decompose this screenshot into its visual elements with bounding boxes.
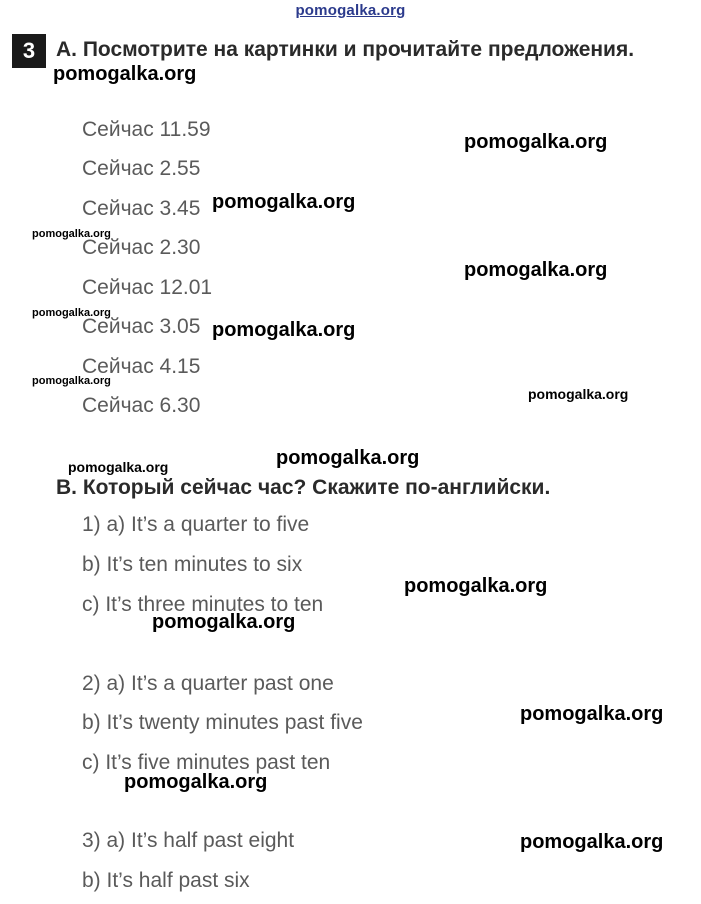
watermark: pomogalka.org (520, 703, 664, 725)
watermark: pomogalka.org (53, 63, 197, 85)
watermark: pomogalka.org (68, 459, 169, 475)
answer-line: c) It’s five minutes past ten (82, 751, 331, 774)
answer-line: 1) a) It’s a quarter to five (82, 513, 310, 536)
watermark: pomogalka.org (276, 447, 420, 469)
watermark: pomogalka.org (124, 771, 268, 793)
answer-line: b) It’s ten minutes to six (82, 553, 303, 576)
answer-line: b) It’s half past six (82, 869, 250, 892)
watermark: pomogalka.org (32, 307, 111, 319)
part-a-line: Сейчас 3.45 (82, 197, 201, 220)
answer-line: b) It’s twenty minutes past five (82, 711, 363, 734)
watermark: pomogalka.org (212, 319, 356, 341)
watermark: pomogalka.org (152, 611, 296, 633)
answer-line: 2) a) It’s a quarter past one (82, 672, 334, 695)
part-a-line: Сейчас 4.15 (82, 355, 201, 378)
exercise-number-badge: 3 (12, 34, 46, 68)
watermark: pomogalka.org (528, 386, 629, 402)
watermark: pomogalka.org (464, 259, 608, 281)
part-a-line: Сейчас 11.59 (82, 118, 211, 141)
answer-line: c) It’s three minutes to ten (82, 593, 324, 616)
watermark: pomogalka.org (32, 375, 111, 387)
watermark: pomogalka.org (404, 575, 548, 597)
part-a-line: Сейчас 12.01 (82, 276, 213, 299)
part-a-line: Сейчас 6.30 (82, 394, 201, 417)
part-a-instruction: A. Посмотрите на картинки и прочитайте предложения. (56, 38, 635, 61)
part-a-line: Сейчас 2.55 (82, 157, 201, 180)
watermark: pomogalka.org (32, 228, 111, 240)
part-b-instruction: B. Который сейчас час? Скажите по-английски. (56, 476, 551, 499)
watermark: pomogalka.org (212, 191, 356, 213)
site-watermark-link[interactable]: pomogalka.org (295, 2, 406, 19)
watermark: pomogalka.org (520, 831, 664, 853)
part-a-line: Сейчас 2.30 (82, 236, 201, 259)
part-a-line: Сейчас 3.05 (82, 315, 201, 338)
answer-line: 3) a) It’s half past eight (82, 829, 295, 852)
watermark: pomogalka.org (464, 131, 608, 153)
